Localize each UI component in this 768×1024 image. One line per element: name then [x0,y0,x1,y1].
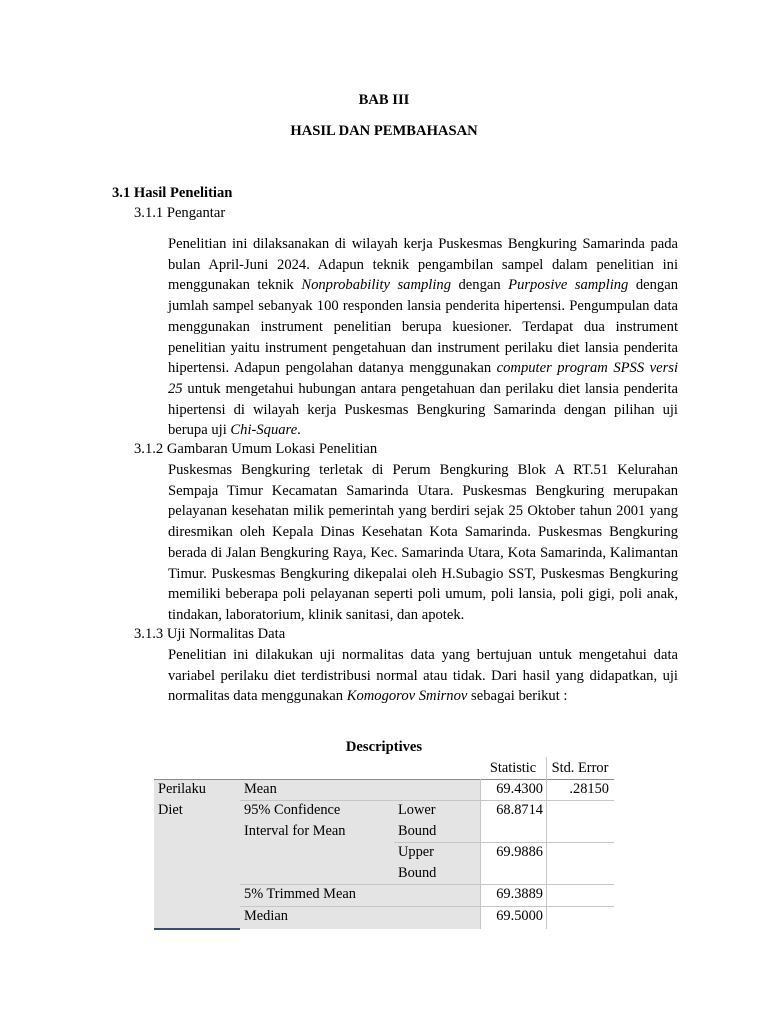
chapter-title: HASIL DAN PEMBAHASAN [290,123,478,139]
row-label-upper-bound: Upper Bound [398,844,437,881]
chapter-number: BAB III [358,92,410,108]
section-heading: 3.1 Hasil Penelitian [112,185,233,201]
row-label-trimmed-mean: 5% Trimmed Mean [244,886,356,902]
table-title: Descriptives [345,739,423,755]
row-rule [240,906,614,907]
paragraph-pengantar: Penelitian ini dilaksanakan di wilayah kerja Puskesmas Bengkuring Samarinda pada bulan April-Juni 2024. Adapun teknik pengambilan sampel dalam penelitian ini menggunakan teknik Nonprobability sampling dengan Purposive sampling dengan jumlah sampel sebanyak 100 responden lansia penderita hipertensi. Pengumpulan data menggunakan instrument penelitian berupa kuesioner. Terdapat dua instrument penelitian yaitu instrument pengetahuan dan instrument perilaku diet lansia penderita hipertensi. Adapun pengolahan datanya menggunakan computer program SPSS versi 25 untuk mengetahui hubungan antara pengetahuan dan perilaku diet lansia penderita hipertensi di wilayah kerja Puskesmas Bengkuring Samarinda dengan pilihan uji berupa uji Chi-Square. [168,236,678,439]
row-label-lower-bound: Lower Bound [398,802,437,839]
descriptives-table [154,757,614,929]
mean-statistic: 69.4300 [496,781,543,797]
upper-bound-statistic: 69.9886 [496,844,543,860]
lower-bound-statistic: 68.8714 [496,802,543,818]
row-label-median: Median [244,908,288,924]
paragraph-lokasi: Puskesmas Bengkuring terletak di Perum Bengkuring Blok A RT.51 Kelurahan Sempaja Timur Kecamatan Samarinda Utara. Puskesmas Bengkuring merupakan pelayanan kesehatan milik pemerintah yang berdiri sejak 25 Oktober tahun 2001 yang diresmikan oleh Kepala Dinas Kesehatan Kota Samarinda. Puskesmas Bengkuring berada di Jalan Bengkuring Raya, Kec. Samarinda Utara, Kota Samarinda, Kalimantan Timur. Puskesmas Bengkuring dikepalai oleh H.Subagio SST, Puskesmas Bengkuring memiliki beberapa poli pelayanan seperti poli umum, poli lansia, poli gigi, poli anak, tindakan, laboratorium, klinik sanitasi, dan apotek. [168,462,678,623]
paragraph-normalitas: Penelitian ini dilakukan uji normalitas data yang bertujuan untuk mengetahui data variabel perilaku diet terdistribusi normal atau tidak. Dari hasil yang didapatkan, uji normalitas data menggunakan Komogorov Smirnov sebagai berikut : [168,647,678,705]
subsection-heading-pengantar: 3.1.1 Pengantar [134,205,226,221]
row-label-mean: Mean [244,781,277,797]
mean-std-error: .28150 [569,781,609,797]
header-rule [154,779,614,780]
col-header-std-error: Std. Error [551,760,609,776]
subsection-heading-lokasi: 3.1.2 Gambaran Umum Lokasi Penelitian [134,441,378,457]
bottom-left-rule [154,928,240,930]
subsection-heading-normalitas: 3.1.3 Uji Normalitas Data [134,626,286,642]
row-label-ci: 95% Confidence Interval for Mean [244,802,346,839]
col-header-statistic: Statistic [489,760,537,776]
median-statistic: 69.5000 [496,908,543,924]
variable-name: Perilaku Diet [158,781,206,818]
trimmed-mean-statistic: 69.3889 [496,886,543,902]
